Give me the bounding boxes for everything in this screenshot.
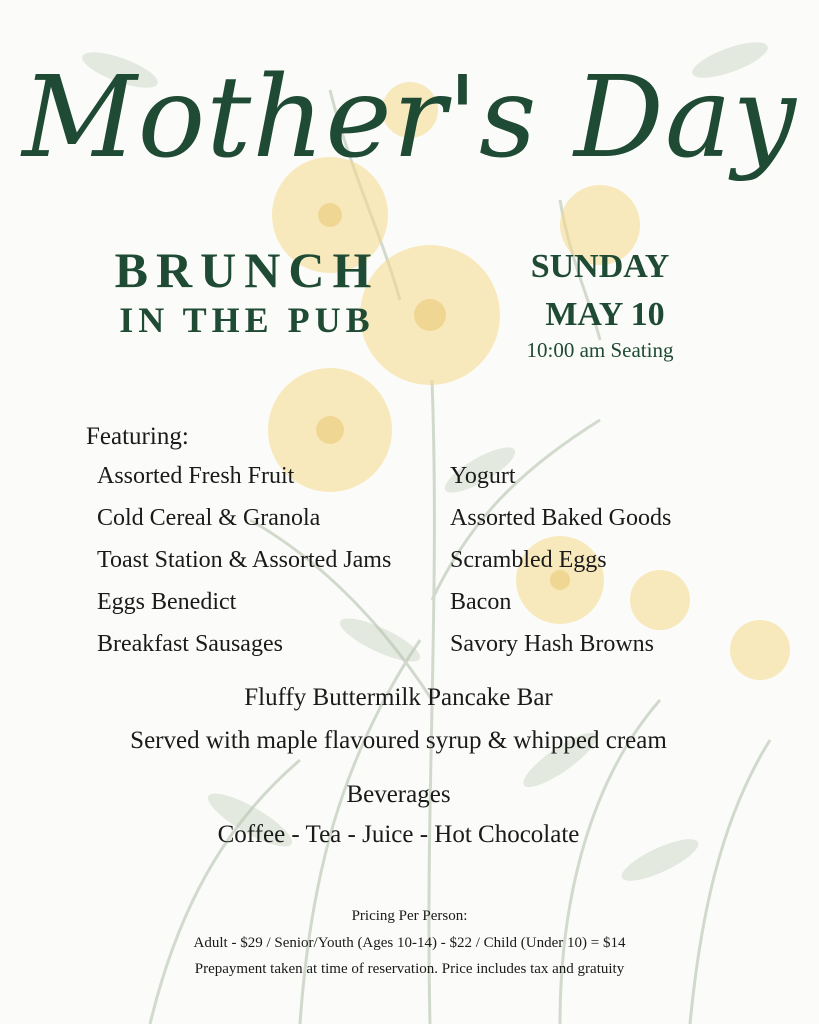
beverages-list: Coffee - Tea - Juice - Hot Chocolate <box>217 821 580 848</box>
menu-item: Eggs Benedict <box>97 589 237 615</box>
event-date: MAY 10 <box>545 296 665 333</box>
seating-time: 10:00 am Seating <box>526 338 674 362</box>
menu-item: Yogurt <box>450 463 516 489</box>
menu-list-left <box>97 462 391 672</box>
title-mothers-day: Mother's Day <box>22 53 797 183</box>
menu-item: Assorted Baked Goods <box>450 505 672 531</box>
menu-heading: Featuring: <box>86 423 189 450</box>
pricing-rates: Adult - $29 / Senior/Youth (Ages 10-14) - $22 / Child (Under 10) = $14 <box>193 935 626 951</box>
event-day: SUNDAY <box>530 248 670 285</box>
pancake-bar-title: Fluffy Buttermilk Pancake Bar <box>244 684 553 711</box>
beverages-heading: Beverages <box>346 781 451 808</box>
menu-item: Toast Station & Assorted Jams <box>97 547 392 573</box>
menu-item: Breakfast Sausages <box>97 631 283 657</box>
menu-item: Assorted Fresh Fruit <box>97 463 295 489</box>
event-subtitle-pub: IN THE PUB <box>119 300 375 340</box>
pricing-note: Prepayment taken at time of reservation. Price includes tax and gratuity <box>194 961 625 977</box>
menu-item: Cold Cereal & Granola <box>97 505 321 531</box>
menu-item: Bacon <box>450 589 512 615</box>
pancake-bar-note: Served with maple flavoured syrup & whipped cream <box>130 727 667 754</box>
menu-list-right <box>450 462 671 672</box>
event-title-brunch: BRUNCH <box>114 242 380 298</box>
menu-item: Scrambled Eggs <box>450 547 607 573</box>
menu-item: Savory Hash Browns <box>450 631 654 657</box>
pricing-heading: Pricing Per Person: <box>351 908 468 924</box>
